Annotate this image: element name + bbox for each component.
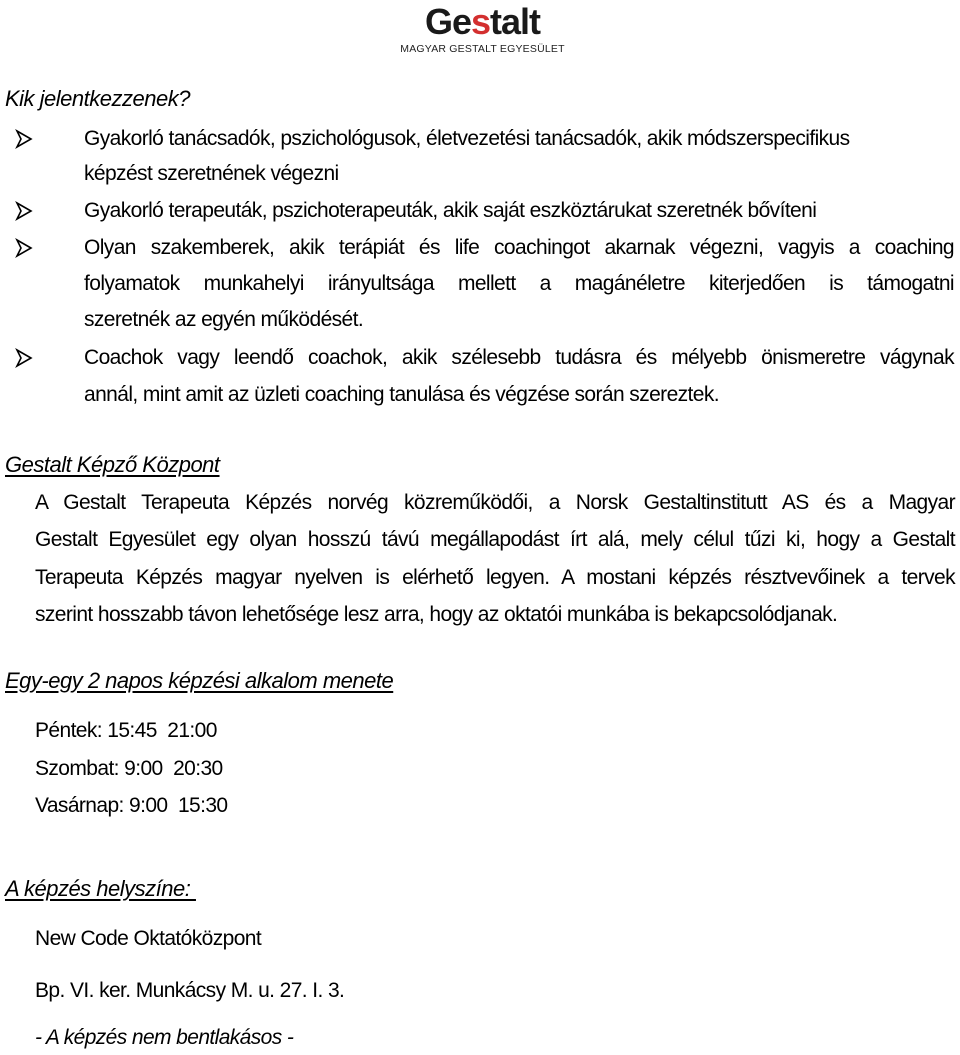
bullet-line: képzést szeretnének végezni — [84, 162, 339, 185]
paragraph-line: Terapeuta Képzés magyar nyelven is elérhető legyen. A mostani képzés résztvevőinek a tervek — [35, 566, 955, 589]
logo-subtitle: MAGYAR GESTALT EGYESÜLET — [400, 43, 565, 55]
bullet-line: Olyan szakemberek, akik terápiát és life coachingot akarnak végezni, vagyis a coaching — [84, 236, 954, 259]
logo-wordmark: Gestalt — [424, 1, 541, 42]
arrow-bullet-icon — [14, 129, 34, 149]
bullet-line: Gyakorló tanácsadók, pszichológusok, életvezetési tanácsadók, akik módszerspecifikus — [84, 127, 850, 150]
schedule-item: Szombat: 9:00 20:30 — [35, 757, 223, 780]
schedule-heading: Egy-egy 2 napos képzési alkalom menete — [5, 668, 394, 693]
bullet-line: annál, mint amit az üzleti coaching tanulása és végzése során szereztek. — [84, 383, 719, 406]
bullet-line: Coachok vagy leendő coachok, akik szélesebb tudásra és mélyebb önismeretre vágynak — [84, 346, 954, 369]
schedule-item: Péntek: 15:45 21:00 — [35, 719, 217, 742]
who-heading: Kik jelentkezzenek? — [5, 86, 190, 111]
paragraph-line: Gestalt Egyesület egy olyan hosszú távú megállapodást írt alá, mely célul tűzi ki, hogy a Gestalt — [35, 528, 955, 551]
schedule-item: Vasárnap: 9:00 15:30 — [35, 794, 228, 817]
lodging-note: - A képzés nem bentlakásos - — [35, 1026, 294, 1049]
arrow-bullet-icon — [14, 201, 34, 221]
paragraph-line: A Gestalt Terapeuta Képzés norvég közreműködői, a Norsk Gestaltinstitutt AS és a Magyar — [35, 491, 955, 514]
bullet-line: szeretnék az egyén működését. — [84, 308, 364, 331]
arrow-bullet-icon — [14, 238, 34, 258]
venue-name: New Code Oktatóközpont — [35, 927, 262, 950]
venue-address: Bp. VI. ker. Munkácsy M. u. 27. I. 3. — [35, 979, 345, 1002]
bullet-line: Gyakorló terapeuták, pszichoterapeuták, akik saját eszköztárukat szeretnék bővíteni — [84, 199, 817, 222]
center-heading: Gestalt Képző Központ — [5, 452, 220, 477]
arrow-bullet-icon — [14, 348, 34, 368]
location-heading: A képzés helyszíne: — [5, 876, 196, 901]
bullet-line: folyamatok munkahelyi irányultsága mellett a magánéletre kiterjedően is támogatni — [84, 272, 954, 295]
gestalt-logo — [400, 1, 565, 58]
paragraph-line: szerint hosszabb távon lehetősége lesz arra, hogy az oktatói munkába is bekapcsolódjanak. — [35, 603, 838, 626]
